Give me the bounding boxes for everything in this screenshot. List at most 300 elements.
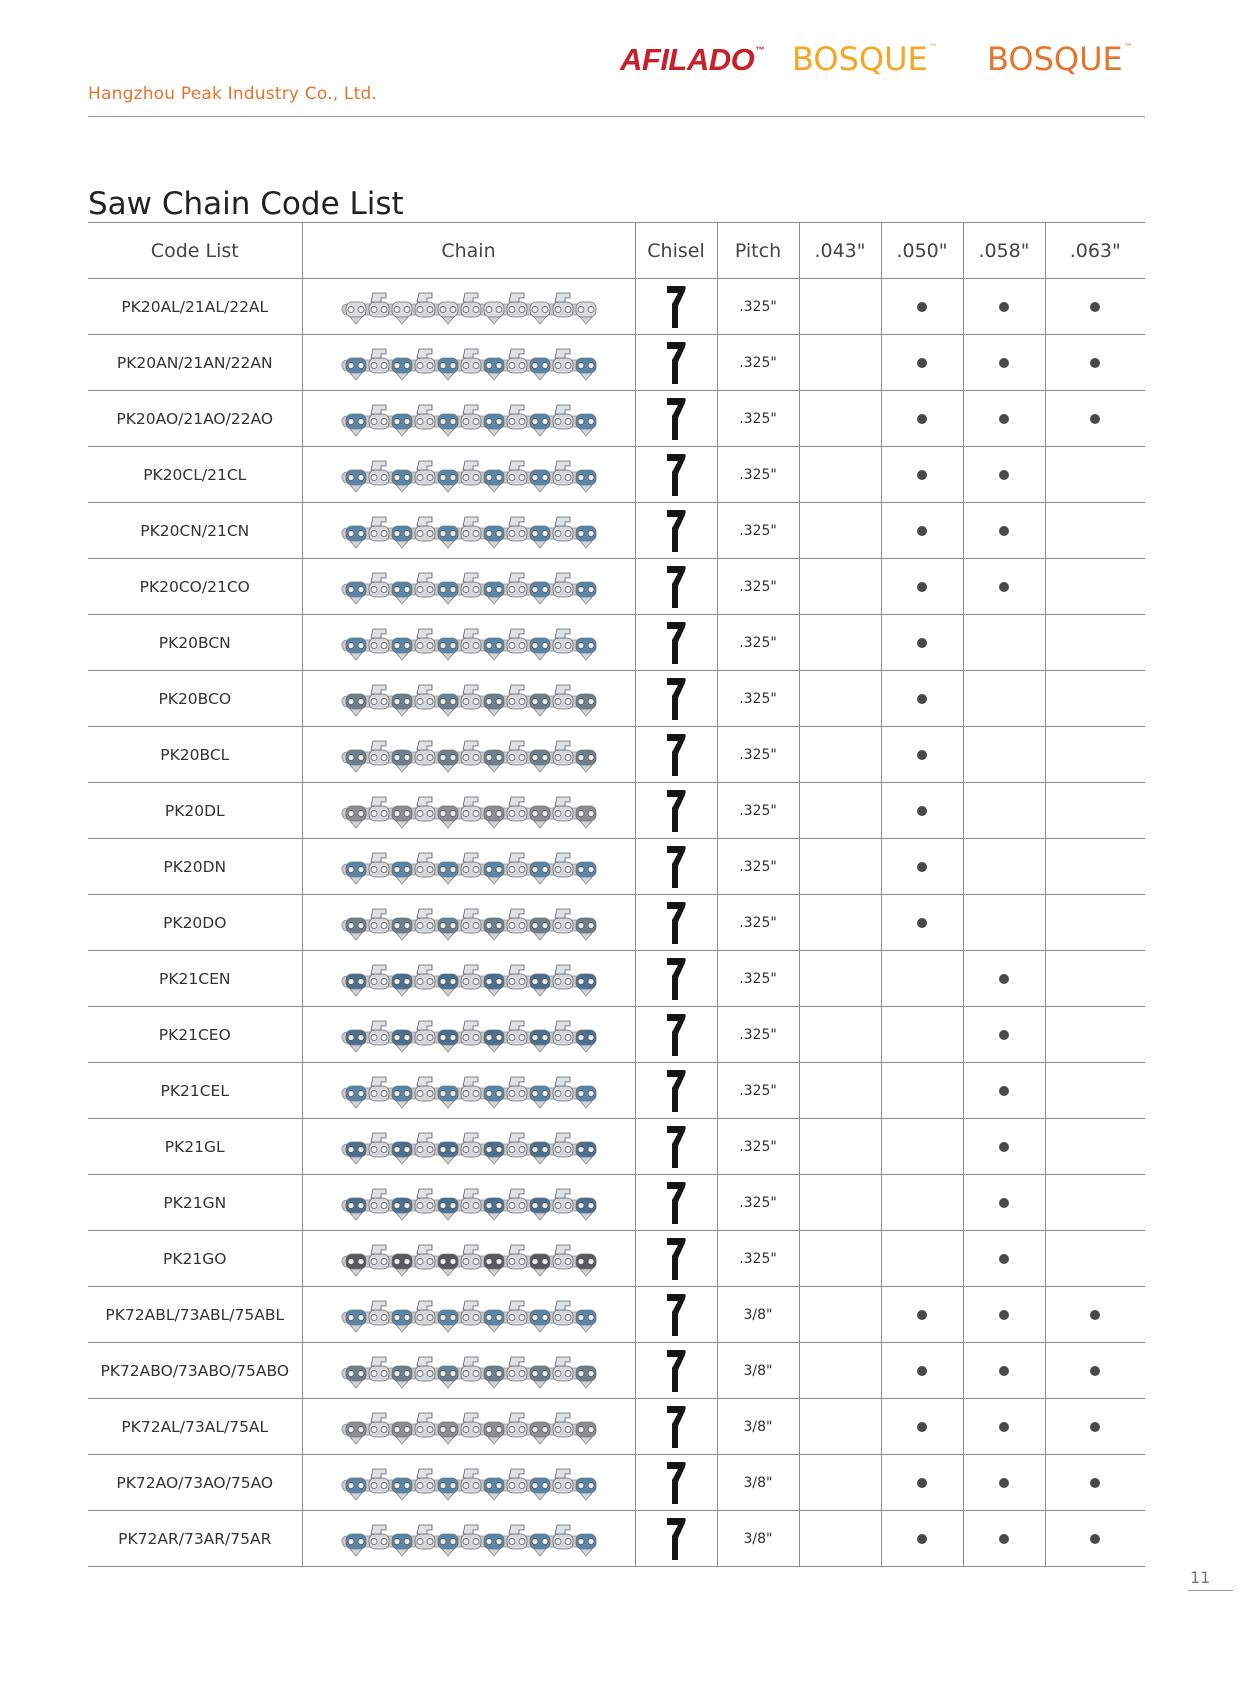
filled-dot-icon	[999, 414, 1009, 424]
gauge-cell-063	[1045, 1119, 1145, 1175]
chisel-cell	[635, 335, 717, 391]
chain-cell	[302, 1231, 635, 1287]
table-row	[88, 1343, 1145, 1399]
pitch-cell: 3/8"	[717, 1455, 799, 1511]
gauge-cell-063	[1045, 1399, 1145, 1455]
col-header-gauge-058: .058"	[963, 223, 1045, 279]
brand-logos	[620, 38, 1150, 83]
gauge-cell-043	[799, 391, 881, 447]
table-row	[88, 279, 1145, 335]
table-row	[88, 559, 1145, 615]
pitch-cell: .325"	[717, 951, 799, 1007]
chain-cell	[302, 1399, 635, 1455]
chisel-profile-icon	[664, 900, 688, 946]
gauge-cell-050	[881, 391, 963, 447]
gauge-cell-050	[881, 1399, 963, 1455]
chisel-profile-icon	[664, 340, 688, 386]
gauge-cell-063	[1045, 727, 1145, 783]
code-cell: PK20DL	[88, 783, 302, 839]
gauge-cell-050	[881, 615, 963, 671]
code-cell: PK72AL/73AL/75AL	[88, 1399, 302, 1455]
code-cell: PK21CEN	[88, 951, 302, 1007]
filled-dot-icon	[917, 1366, 927, 1376]
chisel-profile-icon	[664, 1012, 688, 1058]
filled-dot-icon	[917, 582, 927, 592]
chisel-cell	[635, 1231, 717, 1287]
gauge-cell-050	[881, 839, 963, 895]
gauge-cell-058	[963, 1511, 1045, 1567]
table-row	[88, 503, 1145, 559]
gauge-cell-063	[1045, 839, 1145, 895]
code-cell: PK20AL/21AL/22AL	[88, 279, 302, 335]
code-cell: PK21CEO	[88, 1007, 302, 1063]
gauge-cell-063	[1045, 1231, 1145, 1287]
pitch-cell: .325"	[717, 447, 799, 503]
pitch-cell: .325"	[717, 279, 799, 335]
gauge-cell-050	[881, 1511, 963, 1567]
code-cell: PK72AO/73AO/75AO	[88, 1455, 302, 1511]
filled-dot-icon	[999, 526, 1009, 536]
filled-dot-icon	[999, 1142, 1009, 1152]
code-cell: PK20BCL	[88, 727, 302, 783]
table-row	[88, 1119, 1145, 1175]
gauge-cell-063	[1045, 1063, 1145, 1119]
pitch-cell: 3/8"	[717, 1343, 799, 1399]
filled-dot-icon	[917, 638, 927, 648]
code-cell: PK72ABL/73ABL/75ABL	[88, 1287, 302, 1343]
gauge-cell-050	[881, 671, 963, 727]
filled-dot-icon	[999, 1086, 1009, 1096]
gauge-cell-050	[881, 1063, 963, 1119]
col-header-gauge-043: .043"	[799, 223, 881, 279]
chain-cell	[302, 1119, 635, 1175]
gauge-cell-050	[881, 1007, 963, 1063]
brand-logo-afilado: AFILADO™	[620, 42, 764, 77]
filled-dot-icon	[999, 1254, 1009, 1264]
chisel-cell	[635, 615, 717, 671]
chain-cell	[302, 447, 635, 503]
filled-dot-icon	[1090, 1534, 1100, 1544]
saw-chain-image	[334, 791, 604, 831]
col-header-chisel: Chisel	[635, 223, 717, 279]
chisel-profile-icon	[664, 1404, 688, 1450]
pitch-cell: 3/8"	[717, 1287, 799, 1343]
gauge-cell-050	[881, 1119, 963, 1175]
chain-cell	[302, 615, 635, 671]
gauge-cell-043	[799, 1119, 881, 1175]
chain-code-table	[88, 222, 1145, 1567]
gauge-cell-050	[881, 279, 963, 335]
gauge-cell-063	[1045, 559, 1145, 615]
gauge-cell-043	[799, 1399, 881, 1455]
filled-dot-icon	[917, 414, 927, 424]
saw-chain-image	[334, 1183, 604, 1223]
gauge-cell-050	[881, 503, 963, 559]
gauge-cell-058	[963, 895, 1045, 951]
filled-dot-icon	[917, 358, 927, 368]
pitch-cell: .325"	[717, 895, 799, 951]
code-cell: PK20CN/21CN	[88, 503, 302, 559]
saw-chain-image	[334, 903, 604, 943]
filled-dot-icon	[917, 302, 927, 312]
filled-dot-icon	[999, 1422, 1009, 1432]
gauge-cell-050	[881, 1343, 963, 1399]
chisel-cell	[635, 503, 717, 559]
pitch-cell: .325"	[717, 839, 799, 895]
table-row	[88, 671, 1145, 727]
gauge-cell-050	[881, 1287, 963, 1343]
chain-cell	[302, 839, 635, 895]
table-row	[88, 727, 1145, 783]
gauge-cell-043	[799, 895, 881, 951]
table-row	[88, 783, 1145, 839]
gauge-cell-043	[799, 1287, 881, 1343]
table-row	[88, 1399, 1145, 1455]
chain-cell	[302, 671, 635, 727]
pitch-cell: .325"	[717, 1119, 799, 1175]
pitch-cell: .325"	[717, 503, 799, 559]
gauge-cell-050	[881, 335, 963, 391]
chisel-profile-icon	[664, 676, 688, 722]
chisel-profile-icon	[664, 1180, 688, 1226]
table-row	[88, 1175, 1145, 1231]
table-row	[88, 1007, 1145, 1063]
chisel-profile-icon	[664, 1460, 688, 1506]
chisel-profile-icon	[664, 1068, 688, 1114]
gauge-cell-058	[963, 727, 1045, 783]
gauge-cell-058	[963, 839, 1045, 895]
chisel-profile-icon	[664, 508, 688, 554]
gauge-cell-063	[1045, 447, 1145, 503]
chisel-cell	[635, 1119, 717, 1175]
chisel-profile-icon	[664, 620, 688, 666]
saw-chain-image	[334, 1407, 604, 1447]
filled-dot-icon	[999, 302, 1009, 312]
filled-dot-icon	[1090, 1310, 1100, 1320]
chisel-cell	[635, 839, 717, 895]
page-number-rule	[1188, 1590, 1233, 1591]
pitch-cell: .325"	[717, 391, 799, 447]
gauge-cell-043	[799, 1063, 881, 1119]
gauge-cell-063	[1045, 1511, 1145, 1567]
gauge-cell-063	[1045, 503, 1145, 559]
filled-dot-icon	[999, 1534, 1009, 1544]
gauge-cell-063	[1045, 1175, 1145, 1231]
chisel-cell	[635, 1511, 717, 1567]
chisel-profile-icon	[664, 452, 688, 498]
gauge-cell-043	[799, 615, 881, 671]
code-cell: PK21GL	[88, 1119, 302, 1175]
filled-dot-icon	[1090, 414, 1100, 424]
filled-dot-icon	[999, 1366, 1009, 1376]
saw-chain-image	[334, 1015, 604, 1055]
chisel-cell	[635, 1007, 717, 1063]
gauge-cell-050	[881, 895, 963, 951]
chisel-cell	[635, 895, 717, 951]
gauge-cell-063	[1045, 783, 1145, 839]
chisel-profile-icon	[664, 284, 688, 330]
chisel-profile-icon	[664, 788, 688, 834]
gauge-cell-043	[799, 1175, 881, 1231]
gauge-cell-063	[1045, 895, 1145, 951]
filled-dot-icon	[917, 806, 927, 816]
saw-chain-image	[334, 1239, 604, 1279]
gauge-cell-063	[1045, 615, 1145, 671]
chain-cell	[302, 1063, 635, 1119]
gauge-cell-058	[963, 559, 1045, 615]
chisel-cell	[635, 391, 717, 447]
filled-dot-icon	[917, 526, 927, 536]
gauge-cell-050	[881, 447, 963, 503]
gauge-cell-058	[963, 503, 1045, 559]
pitch-cell: .325"	[717, 1063, 799, 1119]
chain-cell	[302, 503, 635, 559]
col-header-code: Code List	[88, 223, 302, 279]
chisel-cell	[635, 559, 717, 615]
filled-dot-icon	[917, 1534, 927, 1544]
saw-chain-image	[334, 1071, 604, 1111]
code-cell: PK20BCN	[88, 615, 302, 671]
table-row	[88, 391, 1145, 447]
saw-chain-image	[334, 1351, 604, 1391]
gauge-cell-063	[1045, 335, 1145, 391]
gauge-cell-058	[963, 1455, 1045, 1511]
pitch-cell: .325"	[717, 1175, 799, 1231]
gauge-cell-063	[1045, 671, 1145, 727]
gauge-cell-058	[963, 1119, 1045, 1175]
gauge-cell-050	[881, 559, 963, 615]
gauge-cell-043	[799, 559, 881, 615]
table-row	[88, 839, 1145, 895]
gauge-cell-043	[799, 1007, 881, 1063]
gauge-cell-058	[963, 1175, 1045, 1231]
saw-chain-image	[334, 1127, 604, 1167]
code-cell: PK20DO	[88, 895, 302, 951]
gauge-cell-058	[963, 1063, 1045, 1119]
saw-chain-image	[334, 847, 604, 887]
code-cell: PK21GN	[88, 1175, 302, 1231]
chain-cell	[302, 1287, 635, 1343]
saw-chain-image	[334, 1463, 604, 1503]
chisel-profile-icon	[664, 1292, 688, 1338]
filled-dot-icon	[999, 1310, 1009, 1320]
page-title: Saw Chain Code List	[88, 185, 404, 222]
gauge-cell-058	[963, 335, 1045, 391]
chain-cell	[302, 1007, 635, 1063]
filled-dot-icon	[917, 470, 927, 480]
gauge-cell-043	[799, 951, 881, 1007]
table-body	[88, 279, 1145, 1567]
chain-cell	[302, 559, 635, 615]
table-row	[88, 1511, 1145, 1567]
code-cell: PK20DN	[88, 839, 302, 895]
saw-chain-image	[334, 1519, 604, 1559]
saw-chain-image	[334, 1295, 604, 1335]
gauge-cell-043	[799, 839, 881, 895]
chisel-profile-icon	[664, 1516, 688, 1562]
filled-dot-icon	[917, 1422, 927, 1432]
pitch-cell: .325"	[717, 783, 799, 839]
gauge-cell-058	[963, 1007, 1045, 1063]
chisel-cell	[635, 447, 717, 503]
gauge-cell-050	[881, 1175, 963, 1231]
code-cell: PK20AO/21AO/22AO	[88, 391, 302, 447]
col-header-gauge-050: .050"	[881, 223, 963, 279]
chain-cell	[302, 335, 635, 391]
filled-dot-icon	[917, 918, 927, 928]
chain-cell	[302, 1343, 635, 1399]
table-row	[88, 951, 1145, 1007]
pitch-cell: 3/8"	[717, 1511, 799, 1567]
code-cell: PK20AN/21AN/22AN	[88, 335, 302, 391]
chisel-profile-icon	[664, 1236, 688, 1282]
saw-chain-image	[334, 567, 604, 607]
brand-logo-bosque-yellow: BOSQUE™	[792, 40, 938, 78]
filled-dot-icon	[999, 1030, 1009, 1040]
filled-dot-icon	[1090, 302, 1100, 312]
gauge-cell-063	[1045, 1007, 1145, 1063]
chain-cell	[302, 1511, 635, 1567]
code-cell: PK20CO/21CO	[88, 559, 302, 615]
gauge-cell-063	[1045, 1287, 1145, 1343]
pitch-cell: .325"	[717, 559, 799, 615]
gauge-cell-043	[799, 727, 881, 783]
gauge-cell-058	[963, 447, 1045, 503]
gauge-cell-063	[1045, 1343, 1145, 1399]
gauge-cell-063	[1045, 279, 1145, 335]
chisel-cell	[635, 1063, 717, 1119]
table-row	[88, 615, 1145, 671]
saw-chain-image	[334, 399, 604, 439]
pitch-cell: .325"	[717, 335, 799, 391]
page-number: 11	[1190, 1568, 1211, 1587]
pitch-cell: .325"	[717, 1007, 799, 1063]
chisel-profile-icon	[664, 844, 688, 890]
filled-dot-icon	[1090, 1478, 1100, 1488]
chain-cell	[302, 1455, 635, 1511]
table-row	[88, 1231, 1145, 1287]
table-row	[88, 447, 1145, 503]
filled-dot-icon	[999, 1478, 1009, 1488]
gauge-cell-050	[881, 1231, 963, 1287]
table-header-row	[88, 223, 1145, 279]
gauge-cell-058	[963, 951, 1045, 1007]
chisel-cell	[635, 951, 717, 1007]
filled-dot-icon	[1090, 1422, 1100, 1432]
code-cell: PK72ABO/73ABO/75ABO	[88, 1343, 302, 1399]
chain-cell	[302, 783, 635, 839]
gauge-cell-043	[799, 503, 881, 559]
col-header-pitch: Pitch	[717, 223, 799, 279]
chain-cell	[302, 1175, 635, 1231]
chisel-cell	[635, 1455, 717, 1511]
chain-cell	[302, 279, 635, 335]
table-row	[88, 1063, 1145, 1119]
filled-dot-icon	[999, 582, 1009, 592]
gauge-cell-043	[799, 279, 881, 335]
pitch-cell: 3/8"	[717, 1399, 799, 1455]
code-cell: PK20BCO	[88, 671, 302, 727]
table-row	[88, 895, 1145, 951]
gauge-cell-058	[963, 1343, 1045, 1399]
filled-dot-icon	[999, 974, 1009, 984]
gauge-cell-058	[963, 391, 1045, 447]
chisel-cell	[635, 279, 717, 335]
filled-dot-icon	[1090, 358, 1100, 368]
table-row	[88, 335, 1145, 391]
gauge-cell-043	[799, 1231, 881, 1287]
chain-cell	[302, 895, 635, 951]
chisel-profile-icon	[664, 732, 688, 778]
gauge-cell-063	[1045, 391, 1145, 447]
filled-dot-icon	[917, 1478, 927, 1488]
saw-chain-image	[334, 735, 604, 775]
code-cell: PK20CL/21CL	[88, 447, 302, 503]
gauge-cell-058	[963, 783, 1045, 839]
chain-cell	[302, 951, 635, 1007]
gauge-cell-050	[881, 951, 963, 1007]
chain-cell	[302, 391, 635, 447]
chisel-profile-icon	[664, 1348, 688, 1394]
filled-dot-icon	[917, 1310, 927, 1320]
col-header-gauge-063: .063"	[1045, 223, 1145, 279]
chisel-cell	[635, 1175, 717, 1231]
company-name: Hangzhou Peak Industry Co., Ltd.	[88, 84, 378, 104]
chisel-profile-icon	[664, 564, 688, 610]
gauge-cell-058	[963, 1399, 1045, 1455]
filled-dot-icon	[999, 1198, 1009, 1208]
gauge-cell-043	[799, 335, 881, 391]
chain-cell	[302, 727, 635, 783]
chisel-profile-icon	[664, 1124, 688, 1170]
saw-chain-image	[334, 679, 604, 719]
gauge-cell-063	[1045, 1455, 1145, 1511]
gauge-cell-043	[799, 1455, 881, 1511]
saw-chain-image	[334, 343, 604, 383]
saw-chain-image	[334, 287, 604, 327]
chisel-cell	[635, 671, 717, 727]
chisel-cell	[635, 727, 717, 783]
gauge-cell-063	[1045, 951, 1145, 1007]
saw-chain-image	[334, 455, 604, 495]
pitch-cell: .325"	[717, 1231, 799, 1287]
pitch-cell: .325"	[717, 615, 799, 671]
table-row	[88, 1455, 1145, 1511]
gauge-cell-043	[799, 1511, 881, 1567]
code-cell: PK21GO	[88, 1231, 302, 1287]
gauge-cell-058	[963, 615, 1045, 671]
gauge-cell-058	[963, 279, 1045, 335]
gauge-cell-043	[799, 447, 881, 503]
chisel-cell	[635, 1399, 717, 1455]
filled-dot-icon	[1090, 1366, 1100, 1376]
gauge-cell-058	[963, 1231, 1045, 1287]
filled-dot-icon	[917, 862, 927, 872]
gauge-cell-050	[881, 783, 963, 839]
pitch-cell: .325"	[717, 727, 799, 783]
pitch-cell: .325"	[717, 671, 799, 727]
chisel-cell	[635, 1343, 717, 1399]
gauge-cell-058	[963, 671, 1045, 727]
gauge-cell-050	[881, 1455, 963, 1511]
chisel-profile-icon	[664, 396, 688, 442]
gauge-cell-058	[963, 1287, 1045, 1343]
filled-dot-icon	[999, 358, 1009, 368]
filled-dot-icon	[917, 694, 927, 704]
chisel-cell	[635, 783, 717, 839]
chisel-cell	[635, 1287, 717, 1343]
gauge-cell-043	[799, 1343, 881, 1399]
